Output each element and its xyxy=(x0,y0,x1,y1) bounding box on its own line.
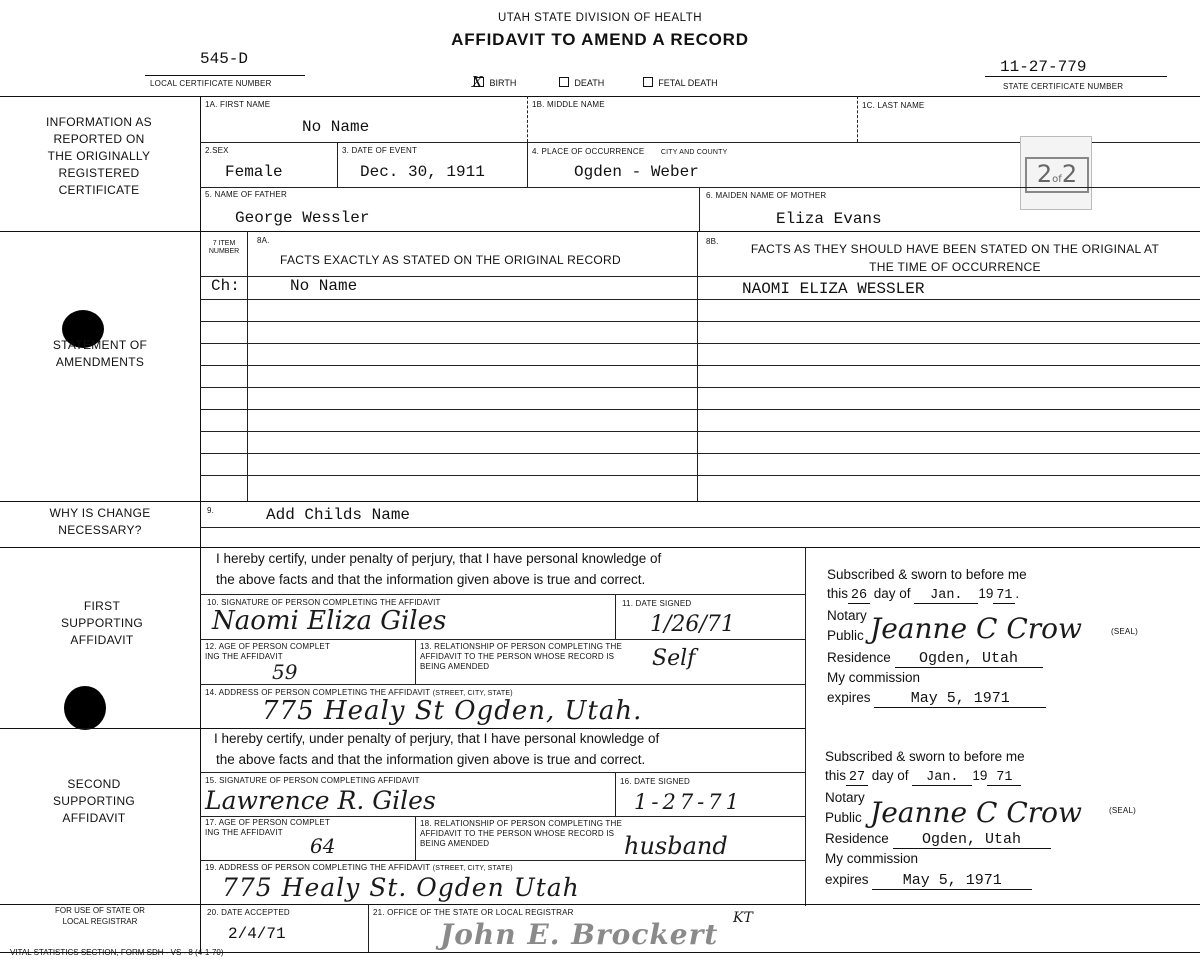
sex-value: Female xyxy=(225,163,283,181)
reason-code: 9. xyxy=(207,506,215,515)
first-age-label-1: 12. AGE OF PERSON COMPLET xyxy=(205,642,331,651)
original-info-section-label: INFORMATION AS REPORTED ON THE ORIGINALLY REGISTERED CERTIFICATE xyxy=(46,115,152,197)
amendment-row-line xyxy=(200,409,1200,410)
local-certificate-label: LOCAL CERTIFICATE NUMBER xyxy=(150,79,272,88)
first-notary-day: 26 xyxy=(848,588,870,604)
birth-label: BIRTH xyxy=(489,78,517,88)
first-age: 59 xyxy=(272,660,298,684)
place-sublabel: CITY AND COUNTY xyxy=(660,149,728,156)
fetal-death-checkbox[interactable] xyxy=(643,77,653,87)
first-notary-this: this xyxy=(827,586,849,601)
second-affidavit-section-label: SECOND SUPPORTING AFFIDAVIT xyxy=(52,777,136,825)
first-residence: Ogden, Utah xyxy=(895,650,1043,668)
first-notary-date-line: this 26 day of Jan. 19 71 . xyxy=(827,586,1020,603)
first-certify-line-2: the above facts and that the information given above is true and correct. xyxy=(216,572,646,587)
second-relationship-label-3: BEING AMENDED xyxy=(420,839,490,848)
first-notary-signature: Jeanne C Crow xyxy=(870,612,1082,645)
place-label xyxy=(532,147,728,156)
first-commission-label: My commission xyxy=(827,670,921,685)
second-expires: May 5, 1971 xyxy=(872,872,1032,890)
amendment-row-line xyxy=(200,431,1200,432)
first-certify-line-1: I hereby certify, under penalty of perjury, that I have personal knowledge of xyxy=(216,551,662,566)
second-date-signed-label: 16. DATE SIGNED xyxy=(620,777,690,786)
col-a-code: 8A. xyxy=(257,236,270,245)
second-notary-signature: Jeanne C Crow xyxy=(870,796,1082,829)
punch-hole-bottom xyxy=(64,686,106,730)
place-value: Ogden - Weber xyxy=(574,163,699,181)
page-stamp-of: of xyxy=(1052,174,1062,185)
second-notary-day-of: day of xyxy=(871,768,909,783)
second-seal: (SEAL) xyxy=(1109,806,1136,815)
first-notary-line-1: Subscribed & sworn to before me xyxy=(827,567,1027,582)
first-notary-year-prefix: 19 xyxy=(978,586,994,601)
second-notary-label-1: Notary xyxy=(825,790,865,805)
page-stamp-number: 2 xyxy=(1036,160,1053,188)
first-notary-label-2: Public xyxy=(827,628,864,643)
father-name-label: 5. NAME OF FATHER xyxy=(205,190,287,199)
first-signature-label: 10. SIGNATURE OF PERSON COMPLETING THE AFFIDAVIT xyxy=(207,598,441,607)
amendment-corrected-0: NAOMI ELIZA WESSLER xyxy=(742,280,925,298)
amendment-row-line xyxy=(200,321,1200,322)
last-name-label: 1C. LAST NAME xyxy=(862,101,925,110)
first-age-label-2: ING THE AFFIDAVIT xyxy=(205,652,283,661)
birth-checkbox[interactable] xyxy=(472,73,487,91)
registrar-initials: KT xyxy=(733,910,753,926)
first-address-sublabel: (STREET, CITY, STATE) xyxy=(432,690,513,697)
amendment-row-line xyxy=(200,475,1200,476)
death-label: DEATH xyxy=(574,78,605,88)
amendment-row-line xyxy=(200,343,1200,344)
reason-section-label: WHY IS CHANGE NECESSARY? xyxy=(49,506,151,537)
first-address: 775 Healy St Ogden, Utah. xyxy=(262,696,643,726)
death-checkbox[interactable] xyxy=(559,77,569,87)
fetal-death-label: FETAL DEATH xyxy=(658,78,718,88)
event-type-checkboxes xyxy=(472,73,718,91)
first-relationship-label-3: BEING AMENDED xyxy=(420,662,490,671)
first-relationship-label xyxy=(420,642,622,672)
first-expires: May 5, 1971 xyxy=(874,690,1046,708)
first-notary-year: 71 xyxy=(993,588,1015,604)
second-notary-day: 27 xyxy=(846,770,868,786)
page-stamp-total: 2 xyxy=(1061,160,1078,188)
second-signature-label: 15. SIGNATURE OF PERSON COMPLETING AFFIDAVIT xyxy=(205,776,420,785)
second-expires-label: expires xyxy=(825,872,869,887)
first-relationship: Self xyxy=(652,646,696,671)
first-relationship-label-2: AFFIDAVIT TO THE PERSON WHOSE RECORD IS xyxy=(420,652,615,661)
first-notary-month: Jan. xyxy=(914,588,978,604)
second-certify-line-2: the above facts and that the information given above is true and correct. xyxy=(216,752,646,767)
first-age-label xyxy=(205,642,330,662)
second-relationship-label-2: AFFIDAVIT TO THE PERSON WHOSE RECORD IS xyxy=(420,829,615,838)
state-certificate-number: 11-27-779 xyxy=(1000,58,1087,76)
first-date-signed: 1/26/71 xyxy=(650,612,735,637)
sex-label: 2.SEX xyxy=(205,146,229,155)
first-notary-day-of: day of xyxy=(873,586,911,601)
amendment-original-0: No Name xyxy=(290,277,358,295)
first-signature: Naomi Eliza Giles xyxy=(212,606,447,636)
second-address: 775 Healy St. Ogden Utah xyxy=(222,873,580,902)
second-notary-month: Jan. xyxy=(912,770,972,786)
second-address-sublabel: (STREET, CITY, STATE) xyxy=(432,865,513,872)
first-residence-label: Residence xyxy=(827,650,891,665)
second-address-label xyxy=(205,863,513,872)
local-certificate-number: 545-D xyxy=(200,50,249,68)
mother-name-value: Eliza Evans xyxy=(776,210,882,228)
second-commission-label: My commission xyxy=(825,851,919,866)
second-residence-label: Residence xyxy=(825,831,889,846)
second-notary-year-prefix: 19 xyxy=(972,768,988,783)
second-notary-label-2: Public xyxy=(825,810,862,825)
first-residence-line xyxy=(827,650,1043,668)
middle-name-label: 1B. MIDDLE NAME xyxy=(532,100,605,109)
agency-name: UTAH STATE DIVISION OF HEALTH xyxy=(497,12,703,24)
second-relationship: husband xyxy=(624,832,728,860)
registrar-section-label: FOR USE OF STATE OR LOCAL REGISTRAR xyxy=(55,906,145,926)
second-notary-line-1: Subscribed & sworn to before me xyxy=(825,749,1025,764)
date-accepted-label: 20. DATE ACCEPTED xyxy=(207,908,290,917)
form-title: AFFIDAVIT TO AMEND A RECORD xyxy=(451,30,749,49)
second-age: 64 xyxy=(310,834,336,858)
date-of-event-label: 3. DATE OF EVENT xyxy=(342,146,418,155)
second-expires-line xyxy=(825,872,1032,890)
date-of-event-value: Dec. 30, 1911 xyxy=(360,163,485,181)
col-b-label: FACTS AS THEY SHOULD HAVE BEEN STATED ON THE ORIGINAL AT THE TIME OF OCCURRENCE xyxy=(750,242,1160,274)
second-signature: Lawrence R. Giles xyxy=(205,786,436,815)
first-seal: (SEAL) xyxy=(1111,627,1138,636)
amendment-row-line xyxy=(200,365,1200,366)
first-expires-label: expires xyxy=(827,690,871,705)
second-date-signed: 1-27-71 xyxy=(634,790,743,814)
amendment-row-line xyxy=(200,387,1200,388)
first-name-value: No Name xyxy=(302,118,370,136)
page-stamp xyxy=(1020,136,1092,210)
amendment-row-line xyxy=(200,453,1200,454)
mother-name-label: 6. MAIDEN NAME OF MOTHER xyxy=(706,191,827,200)
second-address-label-text: 19. ADDRESS OF PERSON COMPLETING THE AFFIDAVIT xyxy=(205,863,431,872)
second-residence: Ogden, Utah xyxy=(893,831,1051,849)
place-label-text: 4. PLACE OF OCCURRENCE xyxy=(532,147,645,156)
registrar-signature: John E. Brockert xyxy=(440,918,719,951)
birth-check-mark: X xyxy=(472,73,483,91)
father-name-value: George Wessler xyxy=(235,209,370,227)
second-certify-line-1: I hereby certify, under penalty of perjury, that I have personal knowledge of xyxy=(214,731,660,746)
amendments-section-label: STATEMENT OF AMENDMENTS xyxy=(52,338,148,369)
first-date-signed-label: 11. DATE SIGNED xyxy=(622,599,692,608)
amendment-item-0: Ch: xyxy=(211,277,240,295)
amendment-row-line xyxy=(200,299,1200,300)
second-relationship-label-1: 18. RELATIONSHIP OF PERSON COMPLETING THE xyxy=(420,819,623,828)
reason-text: Add Childs Name xyxy=(266,506,411,524)
second-age-label-1: 17. AGE OF PERSON COMPLET xyxy=(205,818,331,827)
second-residence-line xyxy=(825,831,1051,849)
registrar-office-label: 21. OFFICE OF THE STATE OR LOCAL REGISTRAR xyxy=(373,908,574,917)
second-relationship-label xyxy=(420,819,622,849)
first-address-label-text: 14. ADDRESS OF PERSON COMPLETING THE AFFIDAVIT xyxy=(205,688,431,697)
col-b-code: 8B. xyxy=(706,237,719,246)
second-notary-date-line xyxy=(825,768,1021,786)
col-a-label: FACTS EXACTLY AS STATED ON THE ORIGINAL RECORD xyxy=(280,253,621,267)
first-notary-label-1: Notary xyxy=(827,608,867,623)
second-notary-year: 71 xyxy=(987,770,1021,786)
date-accepted: 2/4/71 xyxy=(228,925,286,943)
first-relationship-label-1: 13. RELATIONSHIP OF PERSON COMPLETING THE xyxy=(420,642,623,651)
first-affidavit-section-label: FIRST SUPPORTING AFFIDAVIT xyxy=(60,599,144,647)
second-age-label-2: ING THE AFFIDAVIT xyxy=(205,828,283,837)
state-certificate-label: STATE CERTIFICATE NUMBER xyxy=(1003,82,1124,91)
first-expires-line xyxy=(827,690,1046,708)
second-notary-this: this xyxy=(825,768,847,783)
item-number-label: 7 ITEM NUMBER xyxy=(208,240,240,255)
first-name-label: 1A. FIRST NAME xyxy=(205,100,271,109)
form-id: VITAL STATISTICS SECTION, FORM SDH - VS - 8 (4-1-70) xyxy=(10,948,224,957)
